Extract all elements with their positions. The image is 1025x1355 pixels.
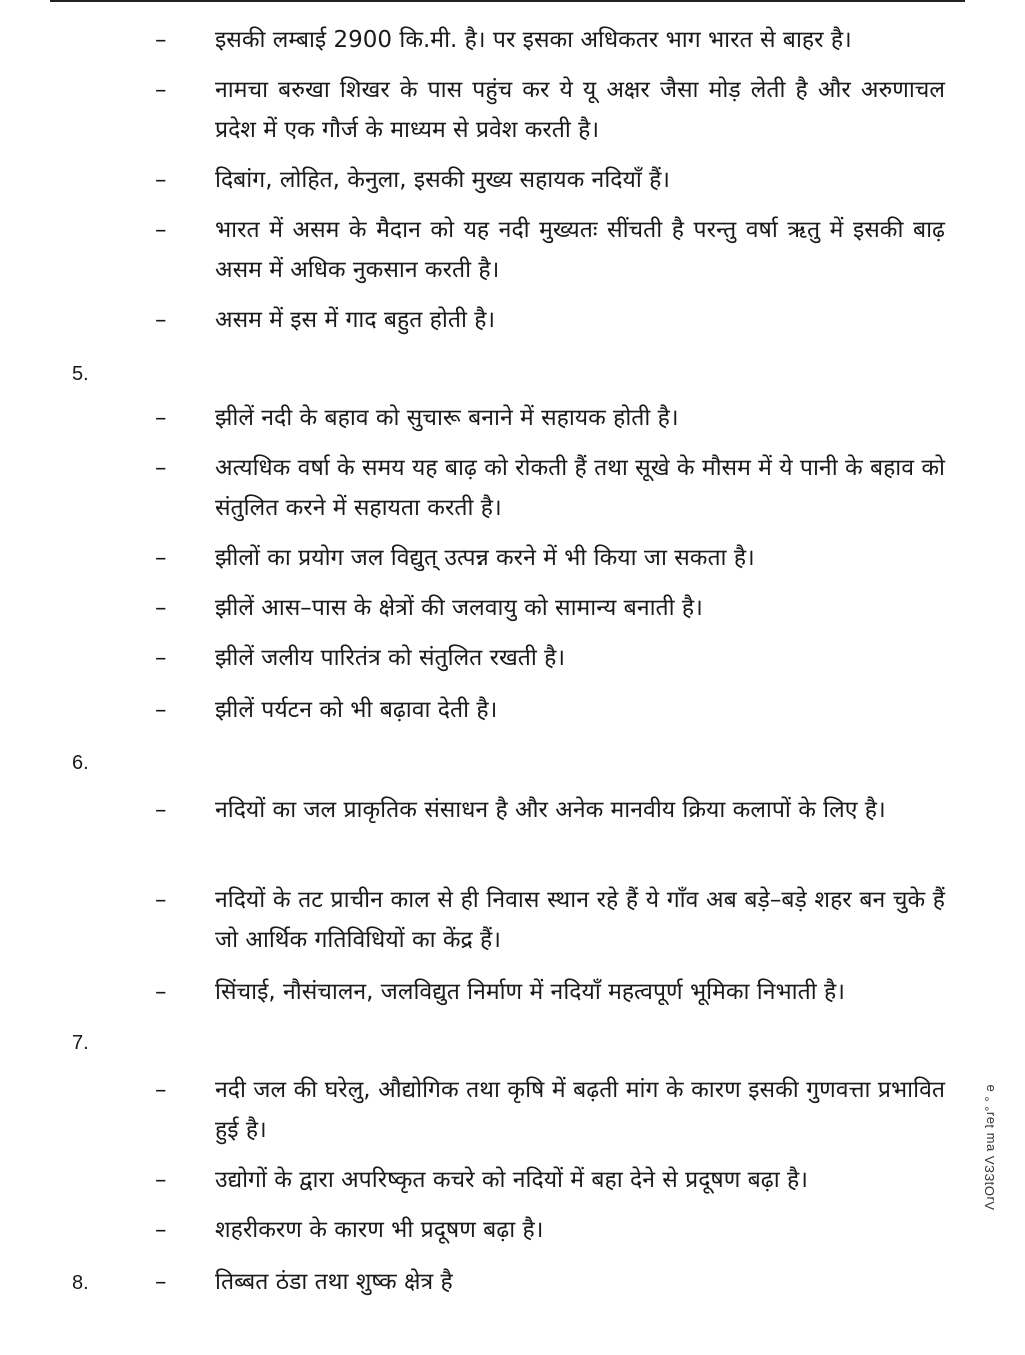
item-text: शहरीकरण के कारण भी प्रदूषण बढ़ा है।: [215, 1217, 544, 1243]
item-text: झीलें नदी के बहाव को सुचारू बनाने में सहायक होती है।: [215, 405, 679, 431]
item-text: असम में इस में गाद बहुत होती है।: [215, 307, 496, 333]
bullet-dash: –: [155, 697, 167, 723]
item-text: झीलें जलीय पारितंत्र को संतुलित रखती है।: [215, 645, 566, 671]
question-number-8: 8.: [72, 1272, 89, 1294]
question-number-5: 5.: [72, 363, 89, 385]
item-text: उद्योगों के द्वारा अपरिष्कृत कचरे को नदियों में बहा देने से प्रदूषण बढ़ा है।: [215, 1167, 808, 1193]
item-text: नदी जल की घरेलु, औद्योगिक तथा कृषि में बढ़ती मांग के कारण इसकी गुणवत्ता प्रभावित हुई है।: [215, 1077, 945, 1143]
bullet-dash: –: [155, 545, 167, 571]
bullet-dash: –: [155, 405, 167, 431]
item-text: झीलें पर्यटन को भी बढ़ावा देती है।: [215, 697, 498, 723]
bullet-dash: –: [155, 1167, 167, 1193]
bullet-dash: –: [155, 979, 167, 1005]
item-text: झीलें आस–पास के क्षेत्रों की जलवायु को सामान्य बनाती है।: [215, 595, 703, 621]
bullet-dash: –: [155, 27, 167, 53]
bullet-dash: –: [155, 307, 167, 333]
bullet-dash: –: [155, 1217, 167, 1243]
bullet-dash: –: [155, 455, 167, 481]
bullet-dash: –: [155, 217, 167, 243]
item-text: नामचा बरुखा शिखर के पास पहुंच कर ये यू अक्षर जैसा मोड़ लेती है और अरुणाचल प्रदेश में एक गौर्ज के माध्यम से प्रवेश करती है।: [215, 77, 945, 143]
item-text: झीलों का प्रयोग जल विद्युत् उत्पन्न करने में भी किया जा सकता है।: [215, 545, 755, 571]
bullet-dash: –: [155, 797, 167, 823]
question-number-6: 6.: [72, 752, 89, 774]
bullet-dash: –: [155, 167, 167, 193]
bullet-dash: –: [155, 1077, 167, 1103]
top-rule: [50, 0, 965, 2]
side-margin-mark: ɅɹOʇƐƐɅ ɐɯ ʇǝɹ° ° ǝ: [982, 1084, 997, 1210]
bullet-dash: –: [155, 887, 167, 913]
bullet-dash: –: [155, 645, 167, 671]
bullet-dash: –: [155, 1269, 167, 1295]
item-text: इसकी लम्बाई 2900 कि.मी. है। पर इसका अधिकतर भाग भारत से बाहर है।: [215, 27, 852, 53]
item-text: अत्यधिक वर्षा के समय यह बाढ़ को रोकती हैं तथा सूखे के मौसम में ये पानी के बहाव को संतुलित करने में सहायता करती है।: [215, 455, 945, 521]
item-text: तिब्बत ठंडा तथा शुष्क क्षेत्र है: [215, 1269, 453, 1295]
question-number-7: 7.: [72, 1032, 89, 1054]
bullet-dash: –: [155, 595, 167, 621]
item-text: भारत में असम के मैदान को यह नदी मुख्यतः सींचती है परन्तु वर्षा ऋतु में इसकी बाढ़ असम में अधिक नुकसान करती है।: [215, 217, 945, 283]
item-text: दिबांग, लोहित, केनुला, इसकी मुख्य सहायक नदियाँ हैं।: [215, 167, 671, 193]
item-text: नदियों का जल प्राकृतिक संसाधन है और अनेक मानवीय क्रिया कलापों के लिए है।: [215, 797, 886, 823]
item-text: नदियों के तट प्राचीन काल से ही निवास स्थान रहे हैं ये गाँव अब बड़े–बड़े शहर बन चुके हैं जो आर्थिक गतिविधियों का केंद्र हैं।: [215, 887, 945, 953]
item-text: सिंचाई, नौसंचालन, जलविद्युत निर्माण में नदियाँ महत्वपूर्ण भूमिका निभाती है।: [215, 979, 845, 1005]
bullet-dash: –: [155, 77, 167, 103]
